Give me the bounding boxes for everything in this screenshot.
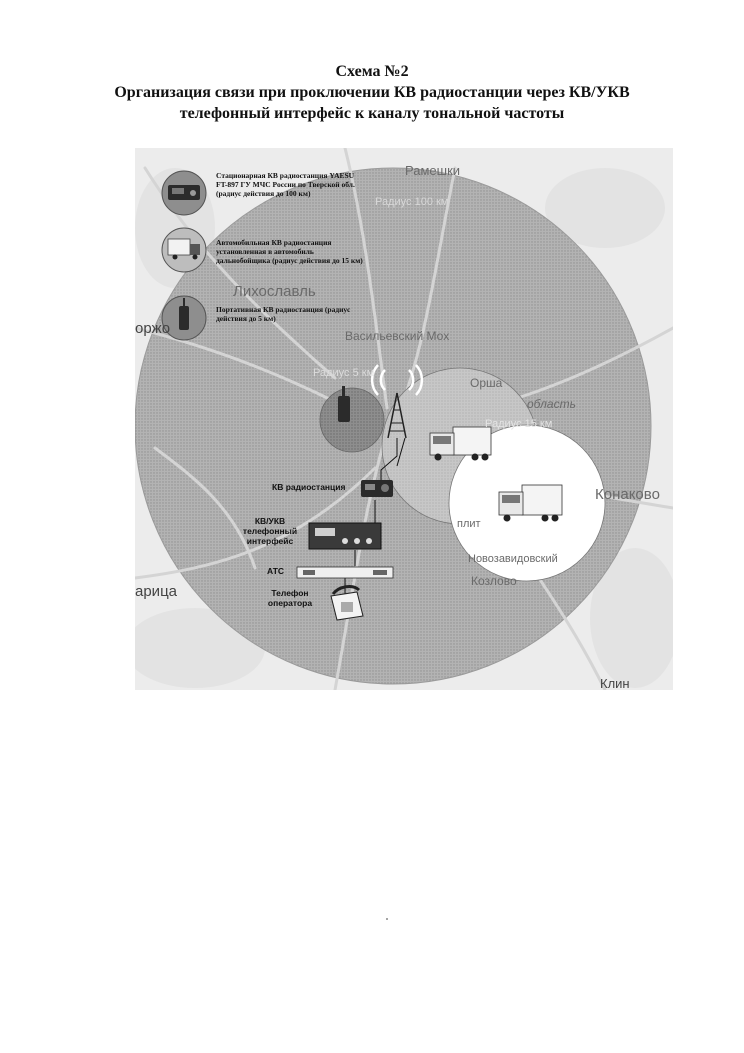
kv-radio-label: КВ радиостанция bbox=[272, 482, 346, 492]
legend-base-station-text: Стационарная КВ радиостанция YAESU FT-897 ГУ МЧС России по Тверской обл. (радиус действия до 100 км) bbox=[216, 171, 355, 198]
coverage-map bbox=[135, 148, 673, 690]
interface-label-line3: интерфейс bbox=[246, 536, 294, 546]
interface-label bbox=[235, 516, 305, 546]
diagram-subtitle-line1: Организация связи при проключении КВ радиостанции через КВ/УКВ bbox=[114, 84, 630, 101]
legend-handheld-text: Портативная КВ радиостанция (радиус действия до 5 км) bbox=[216, 305, 351, 323]
diagram-title: Схема №2 bbox=[335, 63, 409, 80]
map-graphics bbox=[135, 148, 673, 690]
place-konakovo: Конаково bbox=[595, 486, 660, 503]
phone-label-line2: оператора bbox=[267, 598, 313, 608]
radius-5km-label: Радиус 5 км bbox=[313, 367, 375, 379]
radius-100km-label: Радиус 100 км bbox=[375, 196, 449, 208]
place-zavidovo: плит bbox=[457, 518, 481, 530]
place-novozavidovsky: Новозавидовский bbox=[468, 553, 558, 565]
phone-label bbox=[257, 588, 323, 608]
scan-speck bbox=[386, 918, 388, 920]
legend-icons bbox=[162, 171, 206, 340]
interface-label-line2: телефонный bbox=[242, 526, 298, 536]
place-rameshki: Рамешки bbox=[405, 163, 461, 178]
interface-label-line1: КВ/УКВ bbox=[254, 516, 286, 526]
radius-15km-label: Радиус 15 км bbox=[485, 418, 553, 430]
place-kozlovo: Козлово bbox=[471, 574, 517, 588]
place-oblast: область bbox=[527, 397, 576, 411]
place-likhoslavl: Лихославль bbox=[233, 283, 316, 300]
phone-label-line1: Телефон bbox=[271, 588, 309, 598]
kv-radio-device bbox=[361, 480, 393, 497]
place-orsha: Орша bbox=[470, 376, 503, 390]
ats-device bbox=[297, 567, 393, 578]
telephone-interface-device bbox=[309, 523, 381, 549]
coverage-5km-circle bbox=[320, 388, 384, 452]
ats-label: АТС bbox=[267, 566, 285, 576]
place-torzhok-fragment: оржо bbox=[135, 320, 171, 337]
place-vasilevsky-mokh: Васильевский Мох bbox=[345, 329, 450, 343]
legend-truck-text: Автомобильная КВ радиостанция установленная в автомобиль дальнобойщика (радиус действия до 15 км) bbox=[216, 238, 363, 265]
diagram-heading bbox=[0, 62, 744, 124]
place-staritsa-fragment: арица bbox=[135, 583, 177, 600]
place-klin: Клин bbox=[600, 676, 630, 690]
diagram-subtitle-line2: телефонный интерфейс к каналу тональной частоты bbox=[179, 105, 565, 122]
